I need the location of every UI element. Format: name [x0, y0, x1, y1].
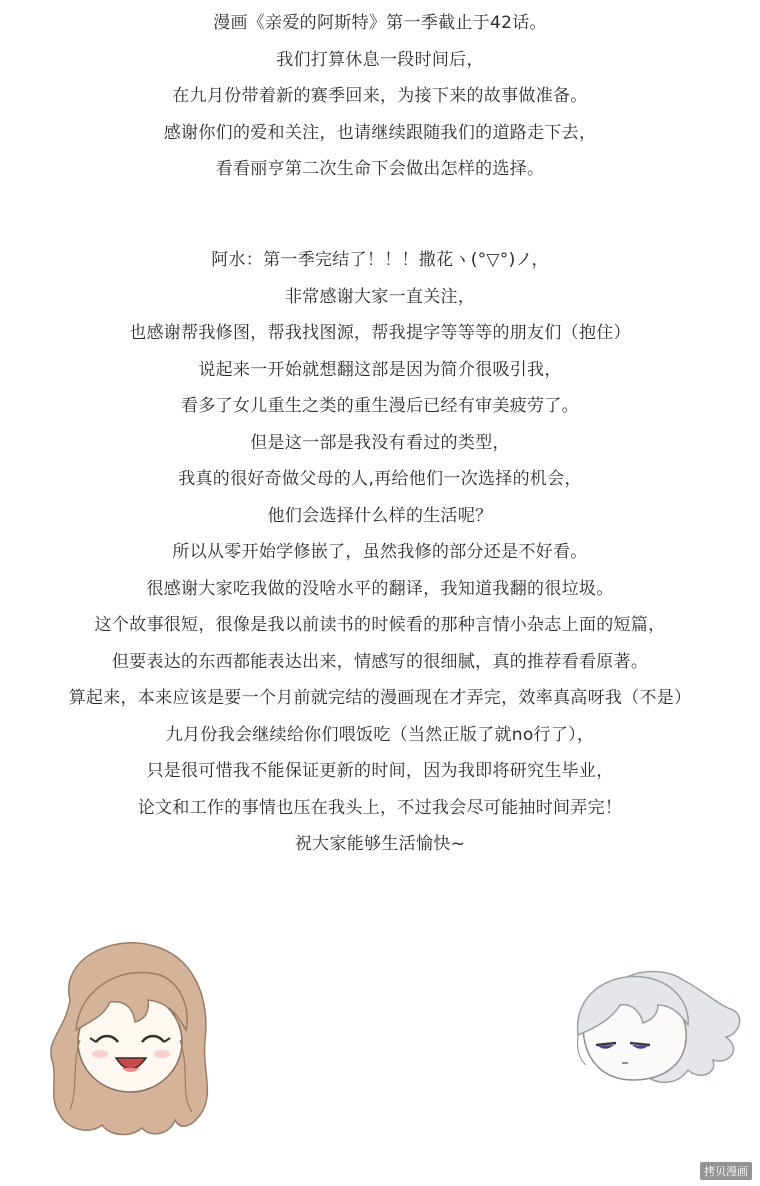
note-line: 他们会选择什么样的生活呢？ [267, 505, 493, 526]
laughing-girl-illustration [30, 930, 230, 1140]
note-line: 也感谢帮我修图，帮我找图源，帮我提字等等等的朋友们（抱住） [129, 323, 631, 343]
note-line: 论文和工作的事情也压在我头上，不过我会尽可能抽时间弄完！ [137, 797, 623, 818]
note-line: 我真的很好奇做父母的人,再给他们一次选择的机会， [178, 469, 582, 489]
note-line: 祝大家能够生活愉快~ [294, 834, 466, 854]
note-line: 很感谢大家吃我做的没啥水平的翻译，我知道我翻的很垃圾。 [146, 578, 614, 599]
note-line: 说起来一开始就想翻这部是因为简介很吸引我， [198, 359, 562, 380]
note-line: 这个故事很短，很像是我以前读书的时候看的那种言情小杂志上面的短篇， [94, 615, 666, 635]
announcement-line: 看看丽亨第二次生命下会做出怎样的选择。 [215, 159, 545, 179]
note-line: 算起来，本来应该是要一个月前就完结的漫画现在才弄完，效率真高呀我（不是） [68, 688, 692, 708]
note-line: 但是这一部是我没有看过的类型， [250, 432, 510, 453]
note-line: 非常感谢大家一直关注， [284, 286, 476, 307]
announcement-line: 我们打算休息一段时间后， [276, 49, 484, 70]
translator-note-block [0, 242, 760, 863]
sleepy-boy-illustration [548, 955, 748, 1105]
note-line: 只是很可惜我不能保证更新的时间，因为我即将研究生毕业， [146, 761, 614, 781]
watermark: 拷贝漫画 [700, 1162, 752, 1180]
note-line: 九月份我会继续给你们喂饭吃（当然正版了就no行了）， [165, 724, 595, 745]
note-line: 所以从零开始学修嵌了，虽然我修的部分还是不好看。 [172, 542, 588, 562]
announcement-line: 漫画《亲爱的阿斯特》第一季截止于42话。 [213, 13, 547, 33]
announcement-line: 在九月份带着新的赛季回来，为接下来的故事做准备。 [172, 86, 588, 106]
announcement-line: 感谢你们的爱和关注，也请继续跟随我们的道路走下去， [163, 122, 597, 143]
announcement-block [0, 5, 760, 188]
note-line: 阿水：第一季完结了！！！撒花ヽ(°▽°)ノ， [211, 250, 549, 270]
note-line: 看多了女儿重生之类的重生漫后已经有审美疲劳了。 [181, 396, 579, 416]
note-line: 但要表达的东西都能表达出来，情感写的很细腻，真的推荐看看原著。 [111, 651, 649, 672]
